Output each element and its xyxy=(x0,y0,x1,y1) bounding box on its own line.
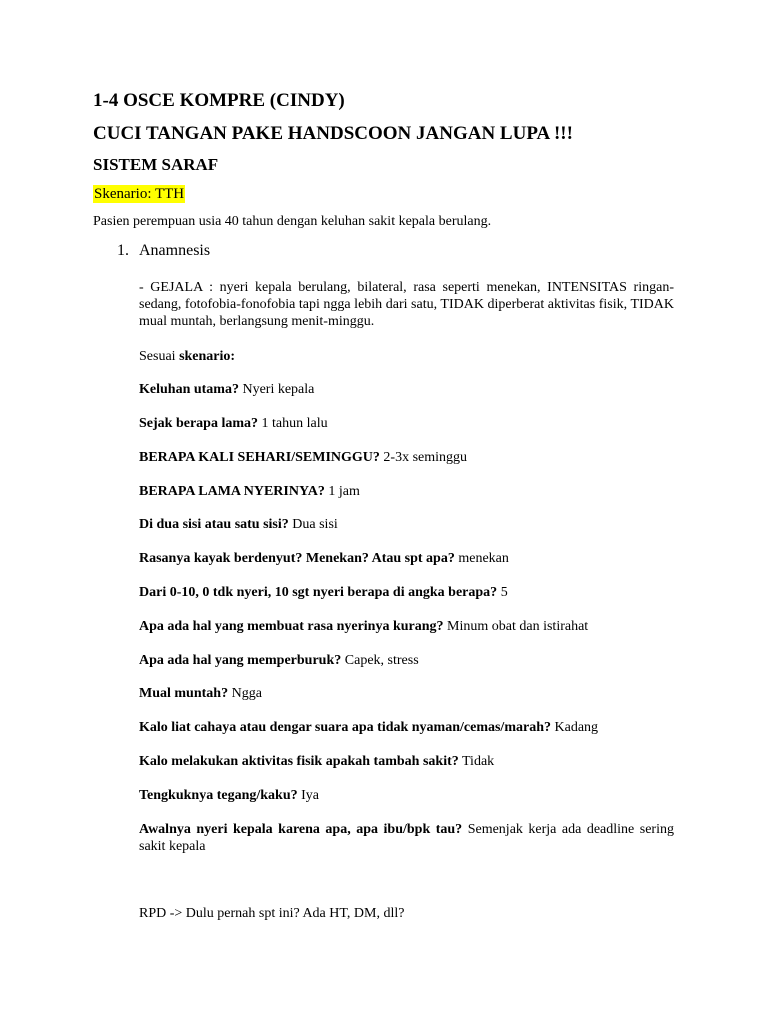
list-heading-label: Anamnesis xyxy=(139,242,211,259)
section-heading: SISTEM SARAF xyxy=(93,155,219,174)
document-title: 1-4 OSCE KOMPRE (CINDY) xyxy=(93,90,345,111)
qa-item xyxy=(139,652,674,669)
qa-question: Apa ada hal yang membuat rasa nyerinya kurang? xyxy=(139,619,444,634)
qa-answer: 1 tahun lalu xyxy=(258,416,328,431)
rpd-line: RPD -> Dulu pernah spt ini? Ada HT, DM, dll? xyxy=(139,906,405,921)
qa-item xyxy=(139,550,674,567)
sesuai-prefix: Sesuai xyxy=(139,349,180,364)
qa-question: Kalo liat cahaya atau dengar suara apa tidak nyaman/cemas/marah? xyxy=(139,720,551,735)
qa-item xyxy=(139,821,674,855)
qa-answer: Ngga xyxy=(228,686,262,701)
sesuai-line xyxy=(139,348,674,365)
qa-answer: Iya xyxy=(297,788,319,803)
qa-answer: 1 jam xyxy=(324,484,360,499)
qa-answer: 5 xyxy=(497,585,508,600)
qa-item xyxy=(139,483,674,500)
qa-item xyxy=(139,719,674,736)
qa-answer: menekan xyxy=(454,551,509,566)
qa-answer: Minum obat dan istirahat xyxy=(443,619,589,634)
qa-item xyxy=(139,381,674,398)
qa-answer: Semenjak kerja ada deadline sering sakit kepala xyxy=(139,822,674,854)
qa-question: Sejak berapa lama? xyxy=(139,416,258,431)
qa-answer: Capek, stress xyxy=(341,653,419,668)
qa-item xyxy=(139,618,674,635)
qa-answer: Dua sisi xyxy=(288,517,338,532)
qa-answer: Tidak xyxy=(458,754,495,769)
qa-answer: 2-3x seminggu xyxy=(379,450,468,465)
sesuai-bold: skenario: xyxy=(179,349,236,364)
qa-question: BERAPA LAMA NYERINYA? xyxy=(139,484,325,499)
qa-question: Dari 0-10, 0 tdk nyeri, 10 sgt nyeri berapa di angka berapa? xyxy=(139,585,498,600)
qa-question: Di dua sisi atau satu sisi? xyxy=(139,517,289,532)
qa-question: Mual muntah? xyxy=(139,686,229,701)
qa-question: Tengkuknya tegang/kaku? xyxy=(139,788,298,803)
qa-question: BERAPA KALI SEHARI/SEMINGGU? xyxy=(139,450,380,465)
qa-answer: Nyeri kepala xyxy=(238,382,315,397)
qa-question: Keluhan utama? xyxy=(139,382,239,397)
qa-question: Apa ada hal yang memperburuk? xyxy=(139,653,342,668)
qa-item xyxy=(139,787,674,804)
scenario-highlight: Skenario: TTH xyxy=(94,186,185,202)
qa-item xyxy=(139,685,674,702)
gejala-paragraph: - GEJALA : nyeri kepala berulang, bilateral, rasa seperti menekan, INTENSITAS ringan-sedang, fotofobia-fonofobia tapi ngga lebih dari satu, TIDAK diperberat aktivitas fisik, TIDAK mual muntah, berlangsung menit-minggu. xyxy=(139,280,674,329)
qa-question: Kalo melakukan aktivitas fisik apakah tambah sakit? xyxy=(139,754,459,769)
intro-paragraph: Pasien perempuan usia 40 tahun dengan keluhan sakit kepala berulang. xyxy=(93,214,492,229)
list-number: 1. xyxy=(117,242,129,259)
qa-question: Rasanya kayak berdenyut? Menekan? Atau spt apa? xyxy=(139,551,455,566)
qa-answer: Kadang xyxy=(551,720,599,735)
reminder-heading: CUCI TANGAN PAKE HANDSCOON JANGAN LUPA !!! xyxy=(93,123,573,144)
qa-question: Awalnya nyeri kepala karena apa, apa ibu/bpk tau? xyxy=(139,822,463,837)
qa-item xyxy=(139,415,674,432)
qa-item xyxy=(139,449,674,466)
list-heading-anamnesis xyxy=(117,242,210,260)
qa-item xyxy=(139,516,674,533)
qa-item xyxy=(139,753,674,770)
qa-item xyxy=(139,584,674,601)
